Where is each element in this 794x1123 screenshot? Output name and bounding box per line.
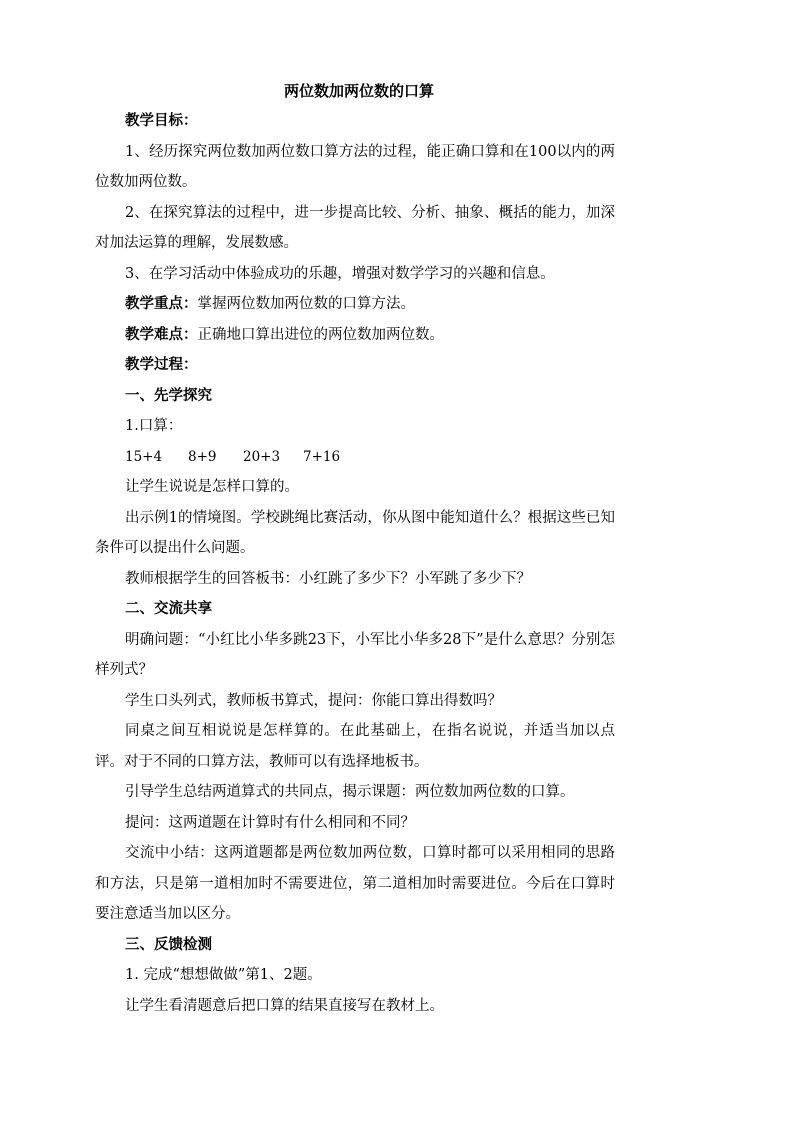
- section2-heading: 二、交流共享: [125, 600, 212, 617]
- section3-para: 让学生看清题意后把口算的结果直接写在教材上。: [125, 997, 444, 1014]
- section2-para: 学生口头列式，教师板书算式，提问：你能口算出得数吗？: [125, 692, 502, 709]
- goals-heading: 教学目标：: [125, 112, 198, 129]
- section1-para: 教师根据学生的回答板书：小红跳了多少下？小军跳了多少下？: [125, 570, 531, 587]
- goal-3: 3、在学习活动中体验成功的乐趣，增强对数学学习的兴趣和信息。: [125, 265, 555, 282]
- document-page: [95, 76, 615, 1021]
- section1-para: 出示例1的情境图。学校跳绳比赛活动，你从图中能知道什么？根据这些已知条件可以提出什么问题。: [95, 509, 615, 556]
- difficult-point-label: 教学难点：: [125, 325, 198, 343]
- key-point-label: 教学重点：: [125, 295, 198, 312]
- goal-1: 1、经历探究两位数加两位数口算方法的过程，能正确口算和在100以内的两位数加两位数。: [95, 143, 615, 190]
- document-title: 两位数加两位数的口算: [283, 82, 434, 100]
- section3-para: 1. 完成“想想做做”第1、2题。: [125, 967, 322, 983]
- calc-row: [95, 442, 615, 473]
- section2-para: 引导学生总结两道算式的共同点，揭示课题：两位数加两位数的口算。: [125, 784, 575, 800]
- section3-heading: 三、反馈检测: [125, 935, 212, 953]
- key-point: [95, 289, 615, 320]
- goal-2: 2、在探究算法的过程中，进一步提高比较、分析、抽象、概括的能力，加深对加法运算的理解，发展数感。: [95, 204, 615, 251]
- section1-item1: 1.口算：: [125, 418, 183, 434]
- section2-para: 明确问题：“小红比小华多跳23下，小军比小华多28下”是什么意思？分别怎样列式？: [95, 631, 615, 678]
- calc-item: 7+16: [303, 448, 341, 465]
- section1-para: 让学生说说是怎样口算的。: [125, 479, 299, 495]
- difficult-point-text: 正确地口算出进位的两位数加两位数。: [197, 326, 444, 343]
- section2-para: 提问：这两道题在计算时有什么相同和不同？: [125, 814, 415, 831]
- section2-para: 交流中小结：这两道题都是两位数加两位数，口算时都可以采用相同的思路和方法，只是第一道相加时不需要进位，第二道相加时需要进位。今后在口算时要注意适当加以区分。: [95, 845, 615, 922]
- process-heading: 教学过程：: [125, 356, 198, 373]
- section2-para: 同桌之间互相说说是怎样算的。在此基础上，在指名说说，并适当加以点评。对于不同的口算方法，教师可以有选择地板书。: [95, 723, 615, 770]
- key-point-text: 掌握两位数加两位数的口算方法。: [197, 296, 415, 312]
- calc-item: 20+3: [243, 448, 281, 465]
- section1-heading: 一、先学探究: [125, 386, 212, 404]
- calc-item: 15+4: [125, 448, 163, 465]
- calc-item: 8+9: [188, 448, 217, 465]
- difficult-point: [95, 320, 615, 351]
